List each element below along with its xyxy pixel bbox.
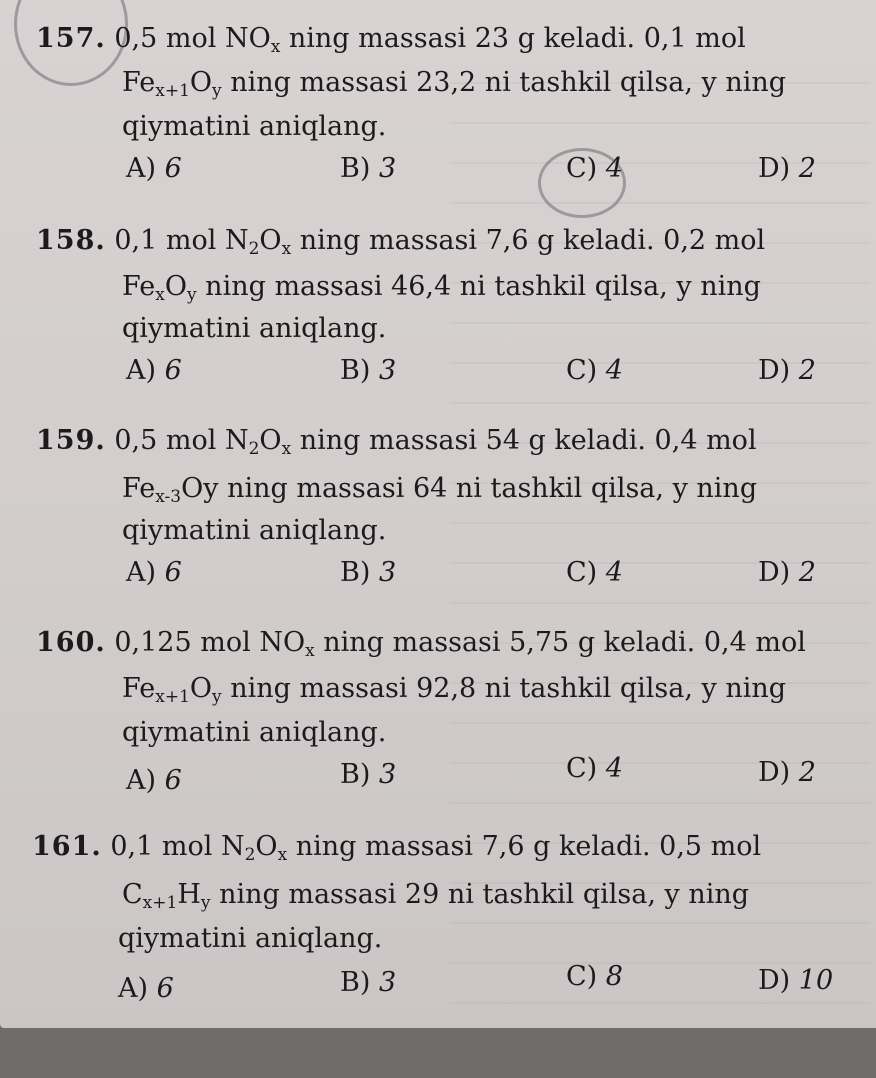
text: H: [177, 879, 201, 910]
subscript: y: [186, 285, 197, 305]
problem-number: 158.: [36, 225, 106, 256]
subscript: x+1: [155, 687, 190, 707]
problem-number: 161.: [32, 831, 102, 862]
subscript: x: [305, 641, 315, 661]
text: ning massasi 54 g keladi. 0,4 mol: [291, 425, 757, 456]
text: O: [255, 831, 278, 862]
text: O: [189, 673, 213, 704]
option-a[interactable]: [126, 354, 182, 388]
subscript: x-3: [155, 487, 182, 507]
problem-line-2: [122, 472, 757, 506]
option-label: C): [566, 961, 606, 992]
option-d[interactable]: [758, 756, 816, 790]
subscript: 2: [248, 239, 260, 259]
option-value: 3: [378, 153, 397, 184]
option-value: 4: [605, 753, 623, 784]
option-c[interactable]: [566, 152, 623, 186]
subscript: 2: [244, 845, 256, 865]
subscript: x: [281, 439, 292, 459]
problem-number: 157.: [36, 23, 106, 54]
option-label: A): [126, 557, 165, 588]
option-b[interactable]: [340, 758, 396, 792]
text: ning massasi 29 ni tashkil qilsa, y ning: [210, 879, 750, 910]
option-value: 8: [605, 961, 623, 992]
option-c[interactable]: [566, 354, 623, 388]
option-label: A): [118, 973, 157, 1004]
text: 0,5 mol N: [114, 425, 249, 456]
option-b[interactable]: [340, 354, 396, 388]
option-value: 6: [164, 765, 182, 796]
option-value: 2: [798, 153, 816, 184]
subscript: x: [270, 37, 281, 57]
option-label: C): [566, 355, 606, 386]
problem-line-2: [122, 672, 786, 706]
option-value: 6: [164, 153, 182, 184]
text: Fe: [122, 473, 156, 504]
option-label: D): [758, 557, 799, 588]
subscript: x: [281, 239, 292, 259]
subscript: x+1: [155, 81, 190, 101]
option-label: D): [758, 153, 799, 184]
option-value: 6: [164, 557, 182, 588]
text: ning massasi 23 g keladi. 0,1 mol: [280, 23, 746, 54]
option-value: 4: [605, 557, 623, 588]
problem-number: 160.: [36, 627, 106, 658]
option-a[interactable]: [126, 152, 182, 186]
text: Oy: [181, 473, 219, 504]
text: Fe: [122, 271, 156, 302]
text: O: [189, 67, 213, 98]
option-a[interactable]: [126, 764, 182, 798]
option-label: D): [758, 757, 799, 788]
subscript: y: [200, 893, 211, 913]
option-value: 6: [164, 355, 182, 386]
option-value: 2: [798, 557, 816, 588]
text: 0,1 mol N: [114, 225, 249, 256]
option-label: A): [126, 765, 165, 796]
problem-line-3: qiymatini aniqlang.: [122, 515, 387, 546]
text: C: [122, 879, 143, 910]
text: ning massasi 64 ni tashkil qilsa, y ning: [218, 473, 758, 504]
option-b[interactable]: [340, 966, 396, 1000]
option-value: 3: [378, 967, 397, 998]
option-b[interactable]: [340, 152, 396, 186]
option-label: B): [340, 355, 379, 386]
text: ning massasi 92,8 ni tashkil qilsa, y ning: [221, 673, 787, 704]
problem-number: 159.: [36, 425, 106, 456]
text: O: [259, 225, 282, 256]
option-label: D): [758, 355, 799, 386]
text: 0,5 mol NO: [114, 23, 271, 54]
option-value: 10: [798, 965, 834, 996]
text: ning massasi 46,4 ni tashkil qilsa, y ning: [196, 271, 761, 302]
option-value: 4: [605, 153, 623, 184]
option-label: A): [126, 153, 165, 184]
option-d[interactable]: [758, 152, 816, 186]
option-value: 6: [156, 973, 174, 1004]
text: O: [259, 425, 282, 456]
option-label: C): [566, 153, 606, 184]
option-d[interactable]: [758, 964, 833, 998]
subscript: y: [212, 81, 222, 101]
option-value: 4: [605, 355, 623, 386]
text: ning massasi 7,6 g keladi. 0,2 mol: [291, 225, 766, 256]
problem-line-2: [122, 878, 749, 912]
problem-line-1: [36, 424, 757, 458]
option-c[interactable]: [566, 556, 623, 590]
problem-line-2: [122, 270, 761, 304]
option-label: B): [340, 759, 379, 790]
problem-line-1: [36, 22, 746, 56]
option-label: B): [340, 153, 379, 184]
option-c[interactable]: [566, 960, 623, 994]
text: 0,125 mol NO: [114, 627, 306, 658]
option-value: 3: [378, 759, 397, 790]
option-d[interactable]: [758, 556, 816, 590]
problem-line-3: qiymatini aniqlang.: [122, 717, 387, 748]
option-a[interactable]: [126, 556, 182, 590]
option-value: 3: [378, 557, 397, 588]
option-label: C): [566, 753, 606, 784]
subscript: 2: [248, 439, 260, 459]
option-value: 2: [798, 757, 816, 788]
subscript: y: [212, 687, 222, 707]
problem-line-2: [122, 66, 786, 100]
subscript: x+1: [142, 893, 178, 913]
text: ning massasi 5,75 g keladi. 0,4 mol: [314, 627, 806, 658]
text: 0,1 mol N: [110, 831, 245, 862]
text: ning massasi 7,6 g keladi. 0,5 mol: [287, 831, 762, 862]
option-label: B): [340, 557, 379, 588]
problem-line-3: qiymatini aniqlang.: [118, 923, 383, 954]
text: Fe: [122, 673, 156, 704]
option-label: C): [566, 557, 606, 588]
text: Fe: [122, 67, 156, 98]
option-label: A): [126, 355, 165, 386]
problem-line-3: qiymatini aniqlang.: [122, 111, 387, 142]
text: O: [164, 271, 187, 302]
show-through-text: [450, 60, 870, 1020]
problem-line-1: [36, 224, 765, 258]
option-value: 3: [378, 355, 397, 386]
option-label: B): [340, 967, 379, 998]
subscript: x: [277, 845, 288, 865]
option-label: D): [758, 965, 799, 996]
text: ning massasi 23,2 ni tashkil qilsa, y ning: [221, 67, 787, 98]
option-c[interactable]: [566, 752, 623, 786]
problem-line-1: [32, 830, 761, 864]
problem-line-1: [36, 626, 806, 660]
problem-line-3: qiymatini aniqlang.: [122, 313, 387, 344]
option-a[interactable]: [118, 972, 174, 1006]
option-b[interactable]: [340, 556, 396, 590]
subscript: x: [155, 285, 165, 305]
option-d[interactable]: [758, 354, 816, 388]
option-value: 2: [798, 355, 816, 386]
